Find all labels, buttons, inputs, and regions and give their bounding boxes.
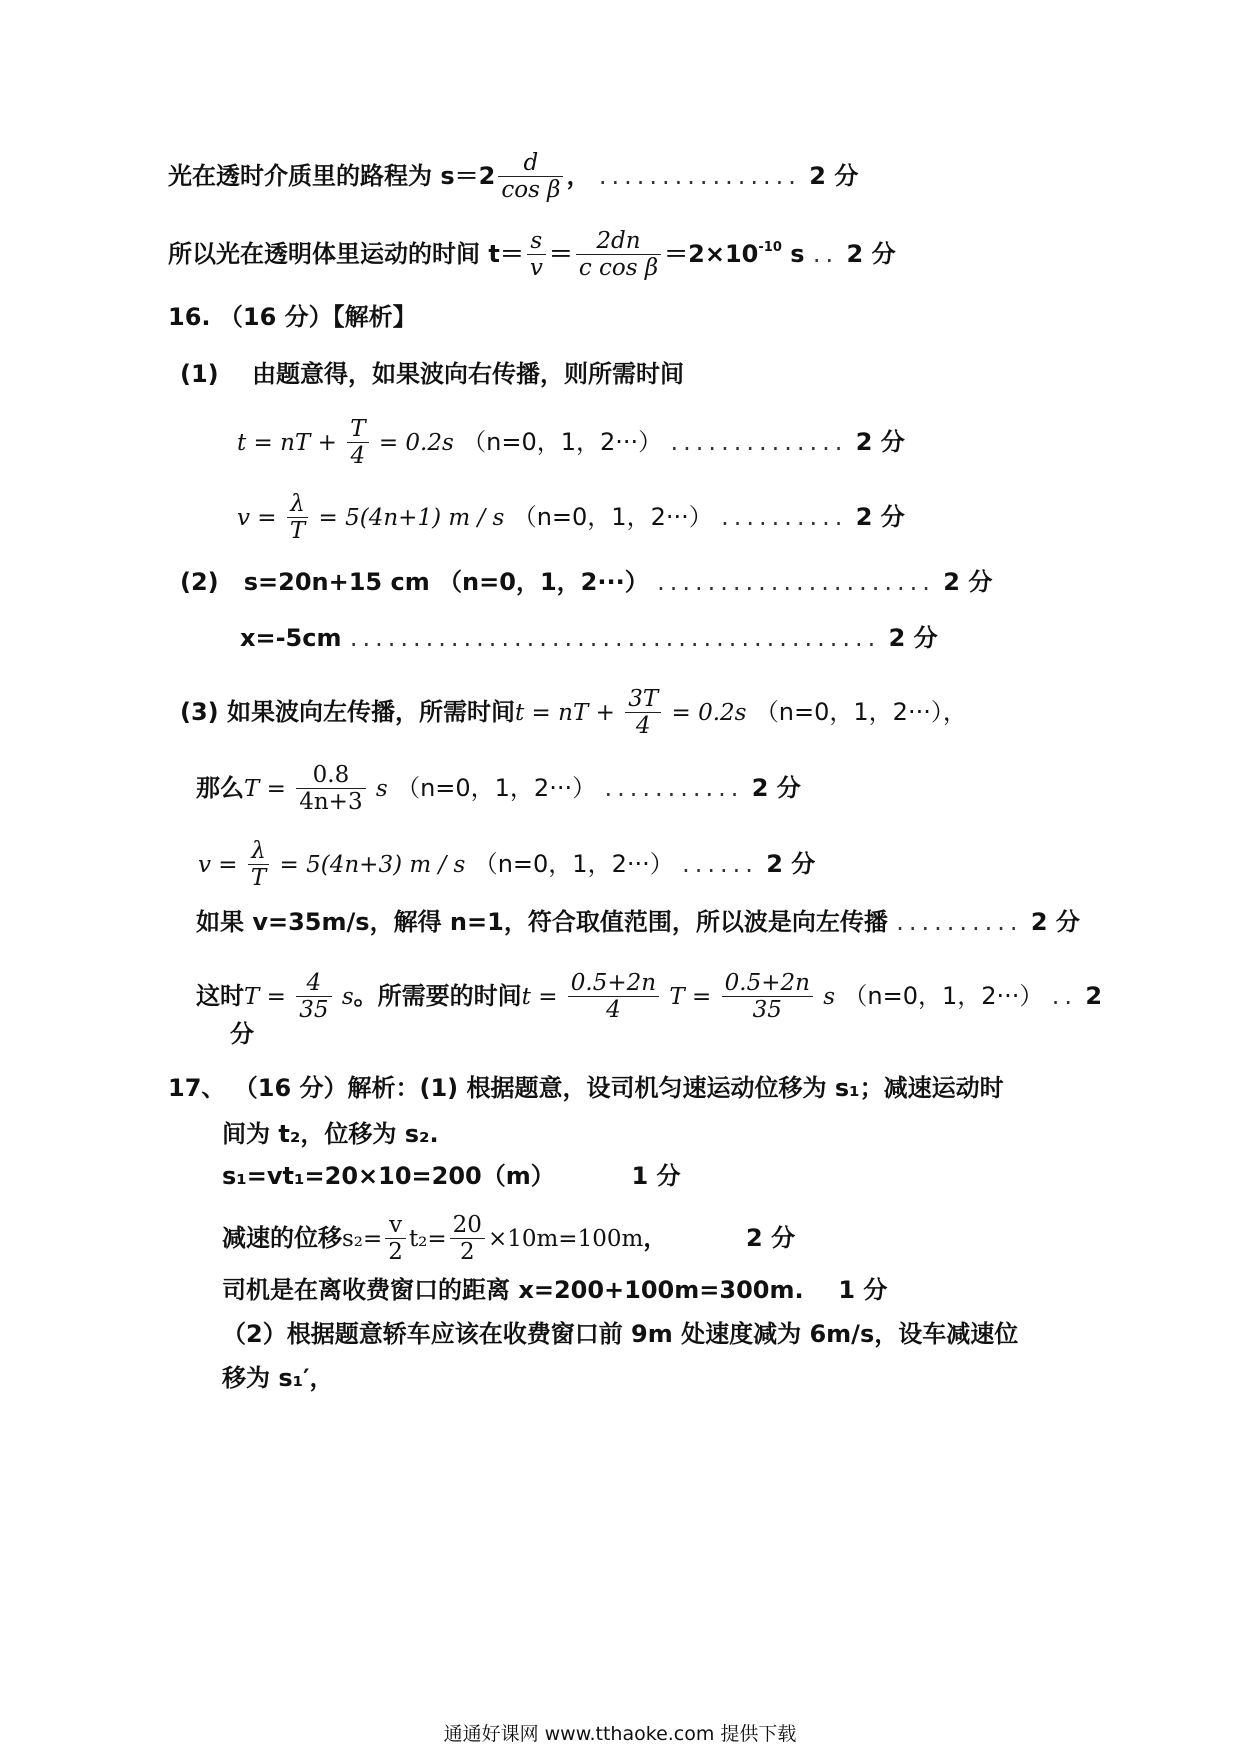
formula: = 5(4n+1) m / s [311, 504, 505, 531]
score: 2 分 [746, 1223, 796, 1252]
score: 2 分 [766, 849, 816, 878]
denominator: cos β [501, 177, 561, 204]
formula: t = nT + [237, 429, 345, 456]
line-light-time [168, 228, 896, 282]
denominator: 4 [635, 713, 651, 740]
numerator: d [498, 150, 563, 177]
score: 1 分 [838, 1276, 888, 1304]
denominator: 4n+3 [299, 789, 363, 816]
fraction [248, 838, 269, 892]
formula: v = [198, 851, 245, 878]
text: 分 [230, 1020, 254, 1048]
score: 2 分 [809, 161, 859, 190]
text: x=-5cm [240, 624, 342, 652]
numerator: λ [248, 838, 269, 865]
line-16-3-period [196, 762, 801, 816]
fraction [722, 970, 813, 1024]
line-16-2-x [240, 626, 938, 650]
denominator: 35 [752, 997, 782, 1024]
formula: = 5(4n+3) m / s [272, 851, 466, 878]
leader-dots: ...... [682, 849, 758, 878]
formula: = 0.2s [664, 699, 747, 726]
leader-dots: ...................... [657, 568, 935, 596]
fraction [296, 762, 365, 816]
line-16-3-score-cont [230, 1022, 254, 1046]
leader-dots: .. [812, 239, 839, 268]
line-17-decel [222, 1212, 795, 1266]
condition: （n=0，1，2···）， [754, 697, 967, 726]
leader-dots: .......... [721, 502, 848, 531]
line-16-3-result [196, 970, 1102, 1024]
line-light-path [168, 150, 858, 204]
text: 所以光在透明体里运动的时间 t＝ [168, 239, 524, 268]
formula: s [368, 775, 388, 802]
score: 2 分 [855, 427, 905, 456]
score: 2 分 [846, 239, 896, 268]
condition: （n=0，1，2···） [512, 502, 713, 531]
text: 光在透时介质里的路程为 s＝2 [168, 161, 496, 190]
formula: s [334, 983, 354, 1010]
formula: t = [521, 983, 565, 1010]
line-16-1-speed [237, 491, 905, 545]
leader-dots: ........... [604, 773, 744, 802]
formula: ×10m=100m [487, 1225, 644, 1252]
fraction [347, 416, 368, 470]
fraction [296, 970, 331, 1024]
numerator: 0.5+2n [722, 970, 813, 997]
line-16-3 [180, 686, 967, 740]
score: 2 分 [751, 773, 801, 802]
denominator: v [529, 255, 543, 282]
text: ＝ [548, 239, 573, 268]
formula: s [815, 983, 836, 1010]
label: (2) [180, 568, 219, 596]
denominator: T [289, 518, 306, 545]
leader-dots: .......................................... [349, 624, 881, 652]
fraction [385, 1212, 406, 1266]
condition: （n=0，1，2···） [843, 981, 1044, 1010]
denominator: 35 [299, 997, 329, 1024]
numerator: s [527, 228, 546, 255]
formula: s₂= [342, 1225, 383, 1252]
line-17-2 [222, 1322, 1018, 1346]
formula: = 0.2s [371, 429, 454, 456]
score: 2 分 [888, 624, 938, 652]
text: s [781, 239, 805, 268]
text: ， [643, 1223, 668, 1252]
text: ， [566, 161, 591, 190]
numerator: T [347, 416, 368, 443]
formula: v = [237, 504, 284, 531]
formula: t₂= [408, 1225, 447, 1252]
numerator: v [385, 1212, 406, 1239]
text: (3) 如果波向左传播，所需时间 [180, 697, 515, 726]
exponent: -10 [758, 239, 782, 255]
fraction [576, 228, 661, 282]
condition: （n=0，1，2···） [396, 773, 597, 802]
line-16-1 [180, 362, 684, 386]
numerator: 0.5+2n [568, 970, 659, 997]
leader-dots: .. [1051, 981, 1078, 1010]
line-16-1-time [237, 416, 905, 470]
score: 1 分 [631, 1162, 681, 1190]
line-16-2 [180, 570, 992, 594]
fraction [527, 228, 546, 282]
leader-dots: .......... [896, 908, 1023, 936]
text: （2）根据题意轿车应该在收费窗口前 9m 处速度减为 6m/s，设车减速位 [222, 1320, 1019, 1348]
line-16-3-speed [198, 838, 815, 892]
formula: T = [244, 983, 294, 1010]
label: (1) [180, 360, 219, 388]
formula: T = [244, 775, 294, 802]
condition: （n=0，1，2···） [473, 849, 674, 878]
text: 如果 v=35m/s，解得 n=1，符合取值范围，所以波是向左传播 [196, 908, 888, 936]
formula: t = nT + [515, 699, 623, 726]
footer-source: 通通好课网 www.tthaoke.com 提供下载 [443, 1723, 797, 1745]
numerator: 3T [625, 686, 661, 713]
section-16-heading [168, 305, 417, 329]
denominator: c cos β [578, 255, 659, 282]
text: ＝2×10 [664, 239, 759, 268]
leader-dots: ................ [598, 161, 801, 190]
section-17-heading [168, 1076, 1004, 1100]
line-17-distance [222, 1278, 887, 1302]
line-17-cont [222, 1122, 439, 1146]
formula: T = [662, 983, 719, 1010]
numerator: λ [287, 491, 308, 518]
line-17-2-cont [222, 1366, 333, 1390]
fraction [287, 491, 308, 545]
text: 移为 s₁′， [222, 1364, 334, 1392]
numerator: 20 [450, 1212, 485, 1239]
denominator: 4 [606, 997, 621, 1024]
denominator: 4 [350, 443, 366, 470]
text: 司机是在离收费窗口的距离 x=200+100m=300m. [222, 1276, 804, 1304]
denominator: T [250, 865, 267, 892]
text: 减速的位移 [222, 1223, 342, 1252]
fraction [625, 686, 661, 740]
fraction [498, 150, 563, 204]
score: 2 分 [1030, 908, 1080, 936]
denominator: 2 [459, 1239, 475, 1266]
text: 这时 [196, 981, 244, 1010]
text: s=20n+15 cm （n=0，1，2···） [243, 568, 649, 596]
score: 2 [1085, 981, 1103, 1010]
text: 间为 t₂，位移为 s₂. [222, 1120, 439, 1148]
numerator: 2dn [576, 228, 661, 255]
text: 由题意得，如果波向右传播，则所需时间 [252, 360, 685, 388]
score: 2 分 [943, 568, 993, 596]
numerator: 0.8 [296, 762, 365, 789]
fraction [450, 1212, 485, 1266]
denominator: 2 [388, 1239, 403, 1266]
line-16-3-check [196, 910, 1080, 934]
numerator: 4 [296, 970, 331, 997]
text: 17、 （16 分）解析：(1) 根据题意，设司机匀速运动位移为 s₁；减速运动时 [168, 1074, 1004, 1102]
leader-dots: .............. [670, 427, 848, 456]
line-17-s1 [222, 1164, 681, 1188]
text: 。所需要的时间 [353, 981, 522, 1010]
text: 16. （16 分）【解析】 [168, 303, 417, 331]
score: 2 分 [855, 502, 905, 531]
condition: （n=0，1，2···） [462, 427, 663, 456]
text: s₁=vt₁=20×10=200（m） [222, 1162, 555, 1190]
fraction [568, 970, 659, 1024]
text: 那么 [196, 773, 244, 802]
